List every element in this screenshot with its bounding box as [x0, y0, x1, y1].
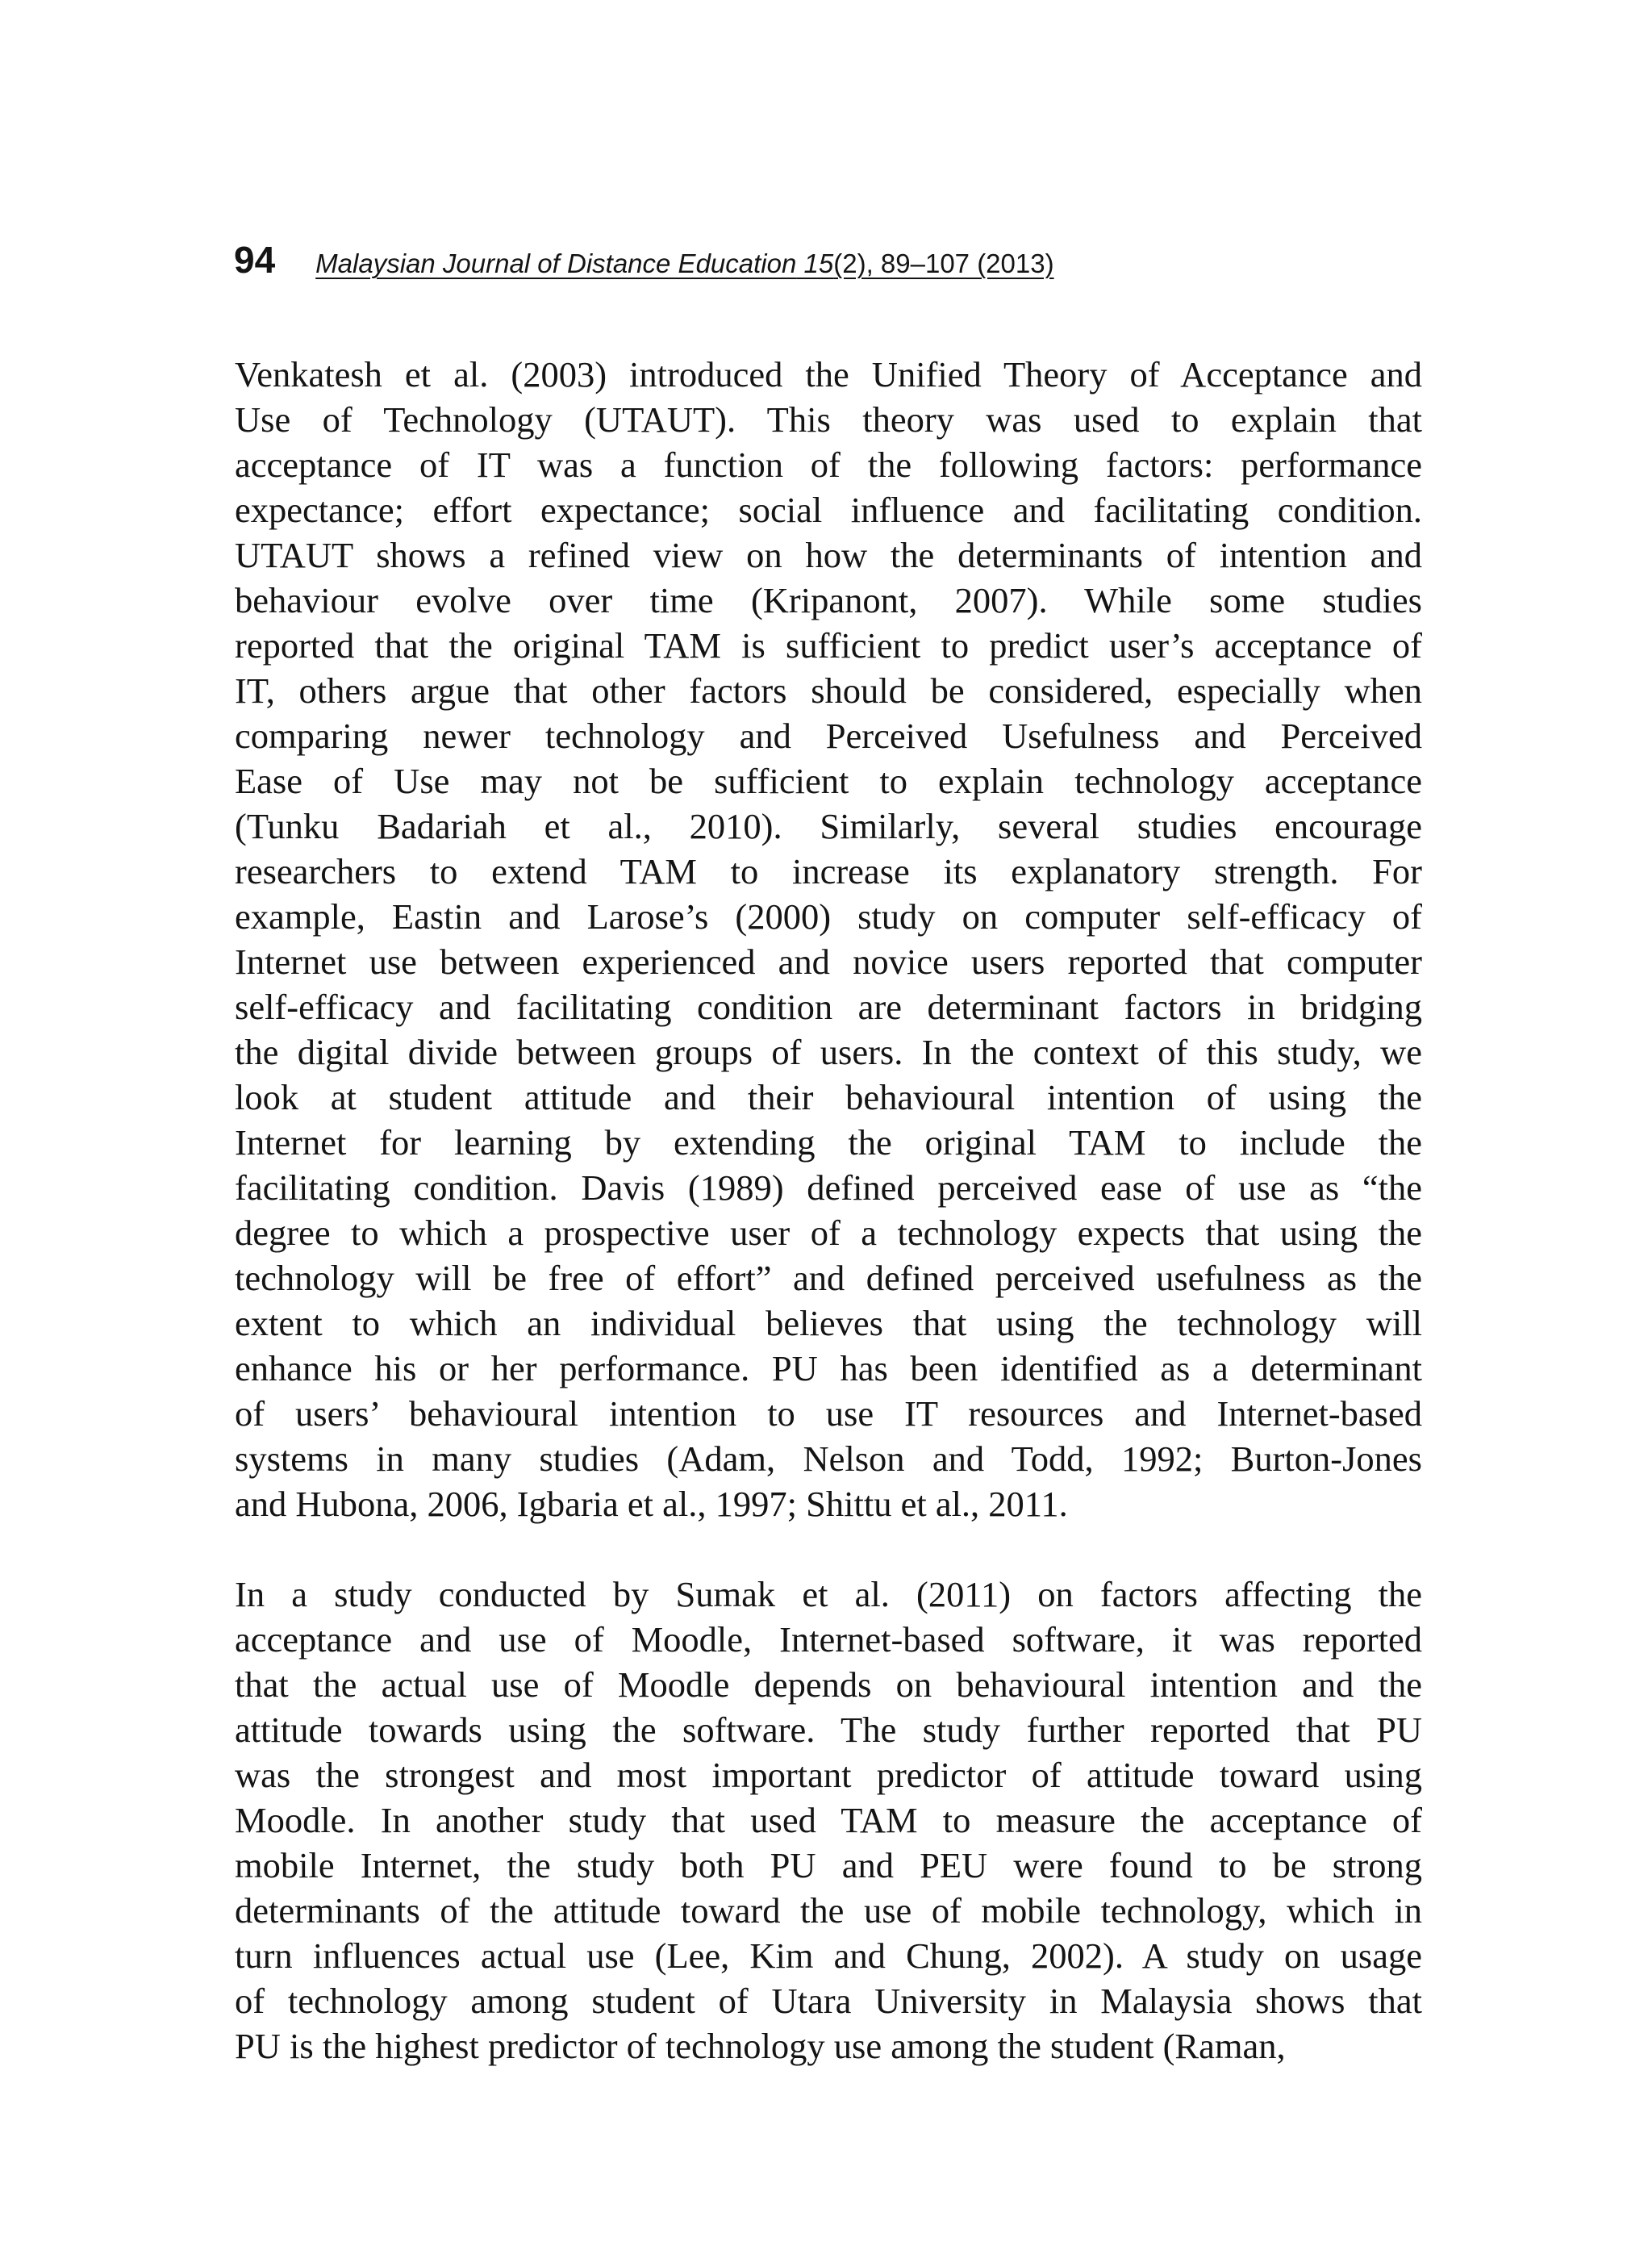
text-line: that the actual use of Moodle depends on behavioural intention and the: [235, 1664, 1422, 1705]
text-line: Use of Technology (UTAUT). This theory was used to explain that: [235, 399, 1422, 440]
text-line: acceptance of IT was a function of the following factors: performance: [235, 445, 1422, 485]
text-line: example, Eastin and Larose’s (2000) study on computer self-efficacy of: [235, 896, 1422, 937]
text-line: of users’ behavioural intention to use IT resources and Internet-based: [235, 1393, 1422, 1434]
page-number: 94: [234, 239, 276, 281]
text-line: facilitating condition. Davis (1989) defined perceived ease of use as “the: [235, 1167, 1422, 1208]
text-line: Venkatesh et al. (2003) introduced the Unified Theory of Acceptance and: [235, 354, 1422, 395]
text-line: the digital divide between groups of users. In the context of this study, we: [235, 1032, 1422, 1072]
text-line: determinants of the attitude toward the use of mobile technology, which in: [235, 1890, 1422, 1931]
text-line: (Tunku Badariah et al., 2010). Similarly, several studies encourage: [235, 806, 1422, 846]
text-line: comparing newer technology and Perceived Usefulness and Perceived: [235, 716, 1422, 756]
running-head: [315, 240, 1053, 288]
text-line: extent to which an individual believes that using the technology will: [235, 1303, 1422, 1343]
text-line: researchers to extend TAM to increase its explanatory strength. For: [235, 851, 1422, 891]
text-line: Internet use between experienced and novice users reported that computer: [235, 941, 1422, 982]
text-line: and Hubona, 2006, Igbaria et al., 1997; Shittu et al., 2011.: [235, 1484, 1068, 1524]
text-line: turn influences actual use (Lee, Kim and Chung, 2002). A study on usage: [235, 1935, 1422, 1976]
text-line: IT, others argue that other factors should be considered, especially when: [235, 670, 1422, 711]
text-line: acceptance and use of Moodle, Internet-based software, it was reported: [235, 1619, 1422, 1660]
text-line: enhance his or her performance. PU has been identified as a determinant: [235, 1348, 1422, 1388]
text-line: Moodle. In another study that used TAM to measure the acceptance of: [235, 1800, 1422, 1840]
paragraph-2: [235, 1572, 1422, 2069]
paragraph-1: [235, 352, 1422, 1526]
page-header: [234, 236, 1412, 284]
text-line: systems in many studies (Adam, Nelson and Todd, 1992; Burton-Jones: [235, 1438, 1422, 1479]
text-line: of technology among student of Utara University in Malaysia shows that: [235, 1981, 1422, 2021]
text-line: expectance; effort expectance; social influence and facilitating condition.: [235, 490, 1422, 530]
text-line: degree to which a prospective user of a technology expects that using the: [235, 1213, 1422, 1253]
text-line: mobile Internet, the study both PU and PEU were found to be strong: [235, 1845, 1422, 1885]
text-line: reported that the original TAM is sufficient to predict user’s acceptance of: [235, 625, 1422, 666]
text-line: UTAUT shows a refined view on how the determinants of intention and: [235, 535, 1422, 575]
text-line: Internet for learning by extending the original TAM to include the: [235, 1122, 1422, 1163]
text-line: self-efficacy and facilitating condition are determinant factors in bridging: [235, 987, 1422, 1027]
text-line: behaviour evolve over time (Kripanont, 2007). While some studies: [235, 580, 1422, 620]
journal-volume: 15: [803, 248, 834, 278]
text-line: Ease of Use may not be sufficient to explain technology acceptance: [235, 761, 1422, 801]
journal-issue-pages-year: (2), 89–107 (2013): [833, 248, 1054, 278]
text-line: attitude towards using the software. The study further reported that PU: [235, 1710, 1422, 1750]
body-text: [235, 352, 1422, 2069]
text-line: In a study conducted by Sumak et al. (2011) on factors affecting the: [235, 1574, 1422, 1614]
text-line: PU is the highest predictor of technology use among the student (Raman,: [235, 2026, 1286, 2066]
text-line: technology will be free of effort” and defined perceived usefulness as the: [235, 1258, 1422, 1298]
text-line: was the strongest and most important predictor of attitude toward using: [235, 1755, 1422, 1795]
text-line: look at student attitude and their behavioural intention of using the: [235, 1077, 1422, 1117]
journal-title: Malaysian Journal of Distance Education: [315, 248, 797, 278]
